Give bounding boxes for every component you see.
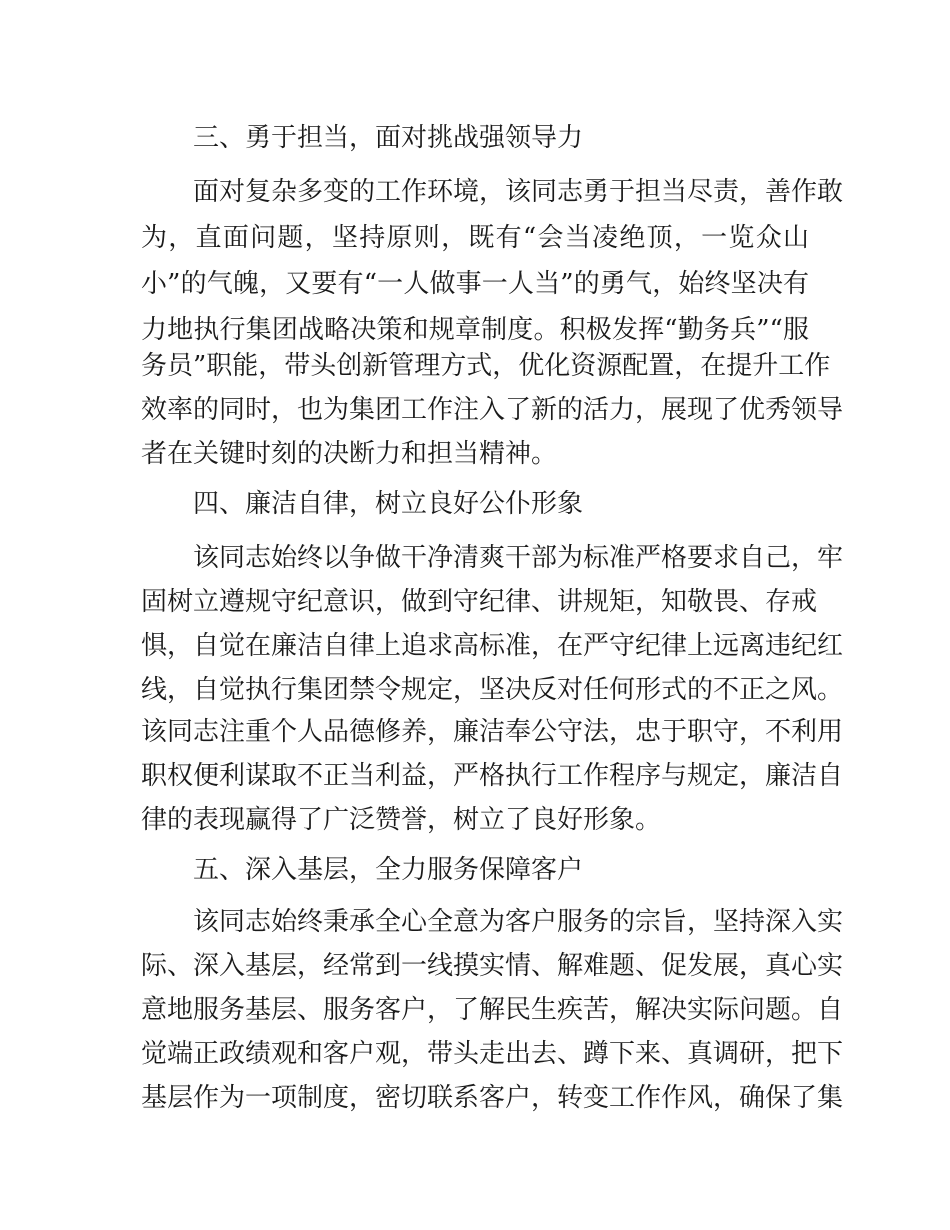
- paragraph-line: 面对复杂多变的工作环境，该同志勇于担当尽责，善作敢: [193, 177, 844, 207]
- paragraph-line: 该同志始终秉承全心全意为客户服务的宗旨，坚持深入实: [193, 907, 844, 937]
- paragraph-line: 基层作为一项制度，密切联系客户，转变工作作风，确保了集: [141, 1083, 844, 1113]
- paragraph-line: 惧，自觉在廉洁自律上追求高标准，在严守纪律上远离违纪红: [141, 631, 844, 661]
- paragraph-line: 际、深入基层，经常到一线摸实情、解难题、促发展，真心实: [141, 951, 844, 981]
- paragraph-line: 小”的气魄，又要有“一人做事一人当”的勇气，始终坚决有: [141, 269, 809, 299]
- paragraph-line: 力地执行集团战略决策和规章制度。积极发挥“勤务兵”“服: [141, 315, 809, 345]
- section-heading-3: 三、勇于担当，面对挑战强领导力: [193, 123, 584, 153]
- section-heading-5: 五、深入基层，全力服务保障客户: [193, 855, 584, 885]
- paragraph-line: 职权便利谋取不正当利益，严格执行工作程序与规定，廉洁自: [141, 761, 844, 791]
- paragraph-line: 为，直面问题，坚持原则，既有“会当凌绝顶，一览众山: [141, 223, 809, 253]
- paragraph-line: 该同志始终以争做干净清爽干部为标准严格要求自己，牢: [193, 543, 844, 573]
- paragraph-line: 意地服务基层、服务客户，了解民生疾苦，解决实际问题。自: [141, 995, 844, 1025]
- paragraph-line: 固树立遵规守纪意识，做到守纪律、讲规矩，知敬畏、存戒: [141, 587, 818, 617]
- paragraph-line: 线，自觉执行集团禁令规定，坚决反对任何形式的不正之风。: [141, 675, 844, 705]
- paragraph-line: 者在关键时刻的决断力和担当精神。: [141, 439, 558, 469]
- paragraph-line: 务员”职能，带头创新管理方式，优化资源配置，在提升工作: [141, 351, 831, 381]
- paragraph-line: 效率的同时，也为集团工作注入了新的活力，展现了优秀领导: [141, 395, 844, 425]
- paragraph-line: 该同志注重个人品德修养，廉洁奉公守法，忠于职守，不利用: [141, 717, 844, 747]
- section-heading-4: 四、廉洁自律，树立良好公仆形象: [193, 489, 584, 519]
- paragraph-line: 觉端正政绩观和客户观，带头走出去、蹲下来、真调研，把下: [141, 1039, 844, 1069]
- paragraph-line: 律的表现赢得了广泛赞誉，树立了良好形象。: [141, 805, 662, 835]
